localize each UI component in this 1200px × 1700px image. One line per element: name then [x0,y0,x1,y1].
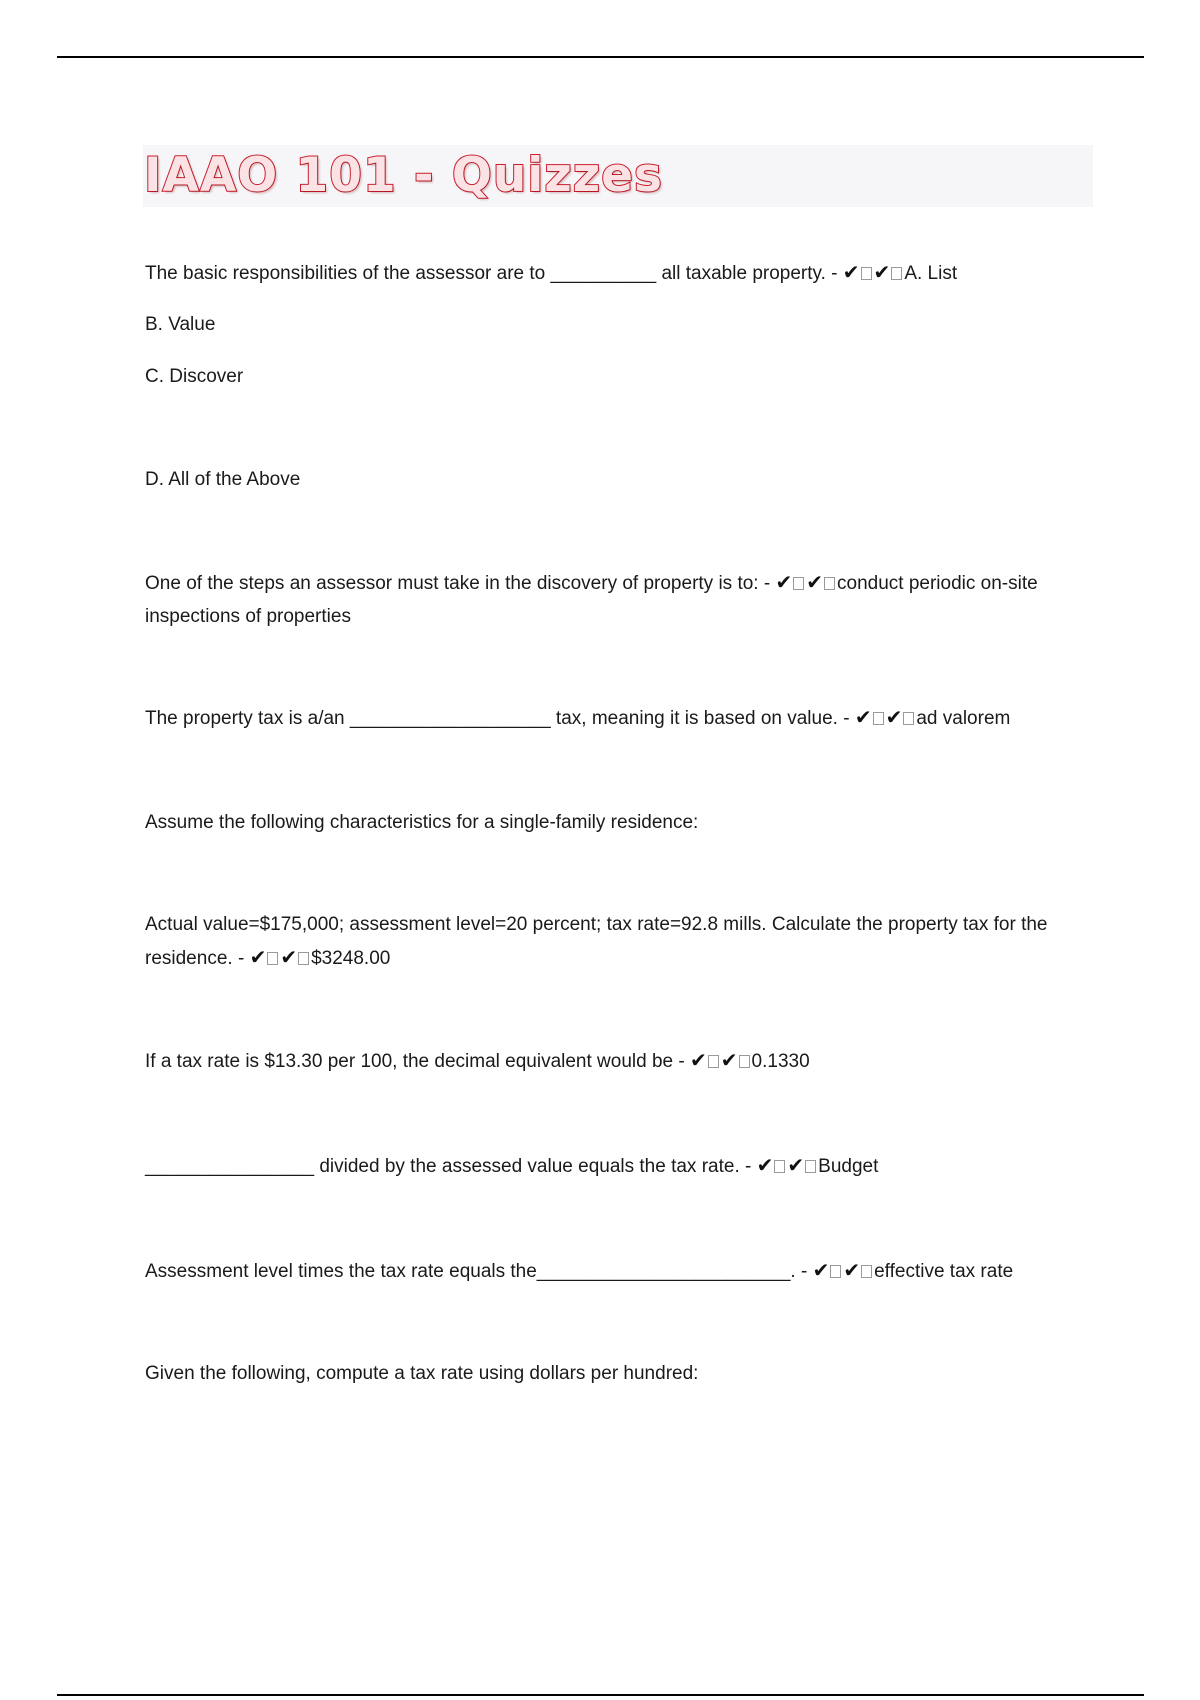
question-text: If a tax rate is $13.30 per 100, the decimal equivalent would be [145,1051,674,1072]
answer-text: 0.1330 [751,1051,810,1072]
check-icon: ✔ [806,570,823,594]
box-icon [824,577,835,590]
question-4-intro: Assume the following characteristics for a single-family residence: [145,812,699,833]
check-icon: ✔ [756,1153,774,1177]
check-icon: ✔ [690,1048,707,1072]
answer-separator: - [795,1261,813,1282]
answer-separator: - [758,573,776,594]
check-icon: ✔ [720,1048,738,1072]
check-icon: ✔ [280,945,298,969]
box-icon [830,1265,841,1278]
answer-text: conduct periodic on-site inspections of properties [145,573,1038,627]
question-text: Actual value=$175,000; assessment level=20 percent; tax rate=92.8 mills. Calculate the property tax for the residence. [145,914,1048,969]
check-icon: ✔ [843,1258,861,1282]
box-icon [739,1055,750,1068]
question-5 [145,1044,1090,1078]
check-icon: ✔ [787,1153,805,1177]
header-rule [57,56,1144,58]
check-icon: ✔ [249,945,267,969]
box-icon [861,267,872,280]
answer-separator: - [673,1051,691,1072]
box-icon [708,1055,719,1068]
answer-text: $3248.00 [311,948,391,969]
answer-separator: - [232,948,250,969]
box-icon [298,952,309,965]
answer-text: effective tax rate [874,1261,1014,1282]
question-1 [145,256,1090,290]
box-icon [793,577,804,590]
question-3 [145,701,1090,735]
check-icon: ✔ [842,260,860,284]
box-icon [861,1265,872,1278]
answer-text: ad valorem [916,708,1011,729]
box-icon [774,1160,785,1173]
answer-separator: - [739,1156,757,1177]
answer-text: A. List [904,263,958,284]
document-title: IAAO 101 - Quizzes [144,148,663,203]
option-b: B. Value [145,314,216,335]
answer-separator: - [825,263,843,284]
question-text: ________________ divided by the assessed value equals the tax rate. [145,1156,740,1177]
footer-rule [57,1694,1144,1696]
question-4 [145,908,1090,975]
check-icon: ✔ [885,705,903,729]
question-text: Assessment level times the tax rate equals the________________________. [145,1261,796,1282]
option-c: C. Discover [145,366,244,387]
option-d: D. All of the Above [145,469,301,490]
check-icon: ✔ [873,260,891,284]
question-2 [145,566,1090,633]
question-text: The property tax is a/an ___________________ tax, meaning it is based on value. [145,708,838,729]
box-icon [891,267,902,280]
box-icon [805,1160,816,1173]
check-icon: ✔ [775,570,793,594]
answer-separator: - [837,708,855,729]
question-text: One of the steps an assessor must take in the discovery of property is to: [145,573,759,594]
question-text: The basic responsibilities of the assessor are to __________ all taxable property. [145,263,826,284]
check-icon: ✔ [854,705,872,729]
box-icon [267,952,278,965]
question-8-intro: Given the following, compute a tax rate using dollars per hundred: [145,1363,699,1384]
box-icon [873,712,884,725]
question-7 [145,1254,1090,1288]
question-6 [145,1149,1090,1183]
check-icon: ✔ [812,1258,830,1282]
answer-text: Budget [818,1156,879,1177]
box-icon [903,712,914,725]
